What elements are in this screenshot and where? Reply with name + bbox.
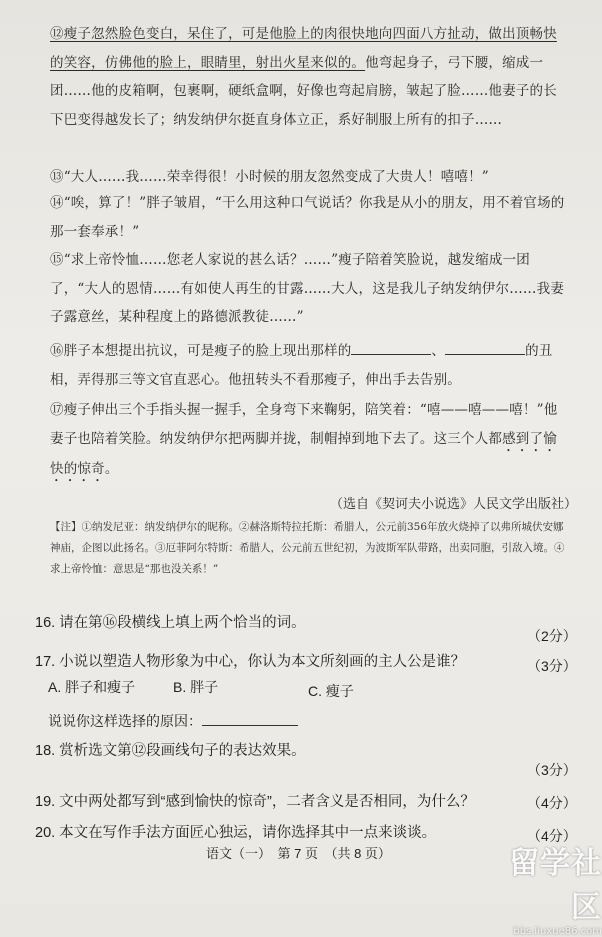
question-17-option-a[interactable]: A. 胖子和瘦子	[48, 679, 136, 695]
question-17-reason-prompt	[48, 711, 298, 731]
watermark	[484, 838, 602, 937]
question-17-option-c[interactable]: C. 瘦子	[308, 683, 354, 699]
question-17-reason-blank[interactable]	[202, 713, 298, 726]
paragraph-17-end: 。	[104, 460, 119, 477]
paragraph-13: ⑬“大人……我……荣幸得很！小时候的朋友忽然变成了大贵人！嘻嘻！”	[50, 169, 489, 185]
question-17-reason-label: 说说你这样选择的原因：	[48, 713, 202, 729]
question-20-score: （4分）	[527, 828, 577, 844]
paragraph-17	[50, 396, 570, 485]
source-citation: （选自《契诃夫小说选》人民文学出版社）	[330, 497, 578, 512]
paragraph-16	[50, 337, 570, 394]
question-19-score: （4分）	[527, 795, 577, 811]
paragraph-14: ⑭“唉，算了！”胖子皱眉，“干么用这种口气说话？你我是从小的朋友，用不着官场的那一套奉承！”	[50, 195, 565, 240]
footnotes: 【注】①纳发尼亚：纳发纳伊尔的昵称。②赫洛斯特拉托斯：希腊人，公元前356年放火烧掉了以弗所城伏安娜神庙，企图以此扬名。③厄菲阿尔特斯：希腊人，公元前五世纪初，为波斯军队带路，出卖同胞，引敌入境。④求上帝怜恤：意思是“那也没关系！”	[50, 521, 565, 575]
question-20: 20. 本文在写作手法方面匠心独运，请你选择其中一点来谈谈。	[35, 825, 437, 841]
question-16: 16. 请在第⑯段横线上填上两个恰当的词。	[35, 615, 306, 631]
paragraph-17-text: ⑰瘦子伸出三个手指头握一握手，全身弯下来鞠躬，陪笑着：“嘻——嘻——嘻！”他妻子也陪着笑脸。纳发纳伊尔把两脚并拢，制帽掉到地下去了。这三个人都	[50, 402, 558, 447]
question-17-option-b[interactable]: B. 胖子	[173, 679, 219, 695]
paragraph-12-underlined-sentence: ⑫瘦子忽然脸色变白，呆住了，可是他脸上的肉很快地向四面八方扯动，做出顶畅快的笑容，仿佛他的脸上，眼睛里，射出火星来似的。	[50, 26, 557, 71]
paragraph-12-text: 他弯起身子，弓下腰，缩成一团……他的皮箱啊，包裹啊，硬纸盒啊，好像也弯起肩膀，皱起了脸……他妻子的长下巴变得越发长了；纳发纳伊尔挺直身体立正，系好制服上所有的扣子……	[50, 54, 557, 128]
question-18: 18. 赏析选文第⑫段画线句子的表达效果。	[35, 743, 306, 759]
paragraph-12	[50, 20, 570, 134]
question-18-score: （3分）	[527, 762, 577, 778]
page-footer: 语文（一） 第 7 页 （共 8 页）	[206, 846, 391, 861]
paragraph-16-text-a: ⑯胖子本想提出抗议，可是瘦子的脸上现出那样的	[50, 343, 352, 359]
watermark-logo: 留学社区	[509, 846, 602, 925]
paragraph-16-separator: 、	[431, 343, 446, 359]
paragraph-15: ⑮“求上帝怜恤……您老人家说的甚么话？……”瘦子陪着笑脸说，越发缩成一团了，“大人的恩情……有如使人再生的甘露……大人，这是我儿子纳发纳伊尔……我妻子露意丝，某种程度上的路德派教徒……”	[50, 252, 565, 325]
watermark-url: bbs.liuxue86.com	[513, 926, 602, 937]
answer-blank-2[interactable]	[445, 342, 525, 355]
paragraph-16-text-b: 的丑相，弄得那三等文官直恶心。他扭转头不看那瘦子，伸出手去告别。	[50, 343, 553, 388]
question-17: 17. 小说以塑造人物形象为中心，你认为本文所刻画的主人公是谁？	[35, 654, 466, 670]
question-16-score: （2分）	[527, 628, 577, 644]
emphasized-phrase: 感到了愉快的惊奇	[50, 430, 557, 477]
answer-blank-1[interactable]	[351, 342, 431, 355]
question-19: 19. 文中两处都写到“感到愉快的惊奇”，二者含义是否相同，为什么？	[35, 794, 475, 810]
question-17-score: （3分）	[527, 658, 577, 674]
